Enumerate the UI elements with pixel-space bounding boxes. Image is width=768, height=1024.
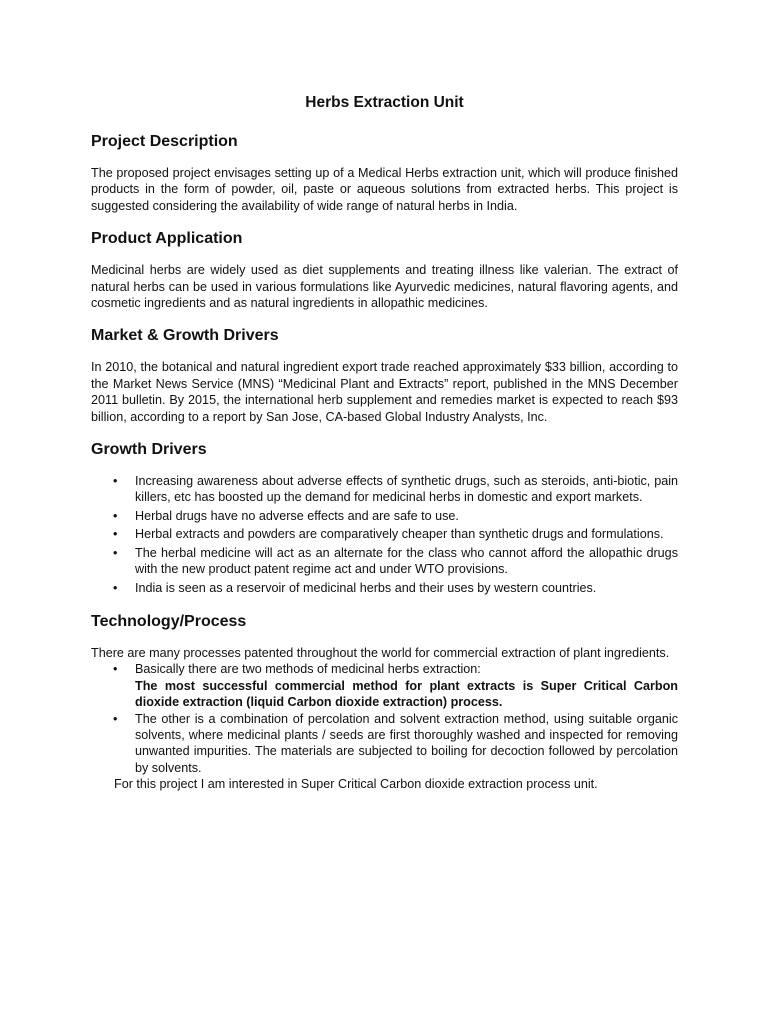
bullet-icon: •: [113, 711, 118, 726]
bullet-icon: •: [113, 474, 118, 489]
product-application-text: Medicinal herbs are widely used as diet supplements and treating illness like valerian. The extract of natural herbs can be used in various formulations like Ayurvedic medicines, natural flavoring agents, and cosmetic ingredients and as natural ingredients in allopathic medicines.: [91, 263, 678, 311]
list-item: [113, 580, 678, 596]
bullet-icon: •: [113, 662, 118, 677]
bullet-icon: •: [113, 545, 118, 560]
project-description-text: The proposed project envisages setting up of a Medical Herbs extraction unit, which will produce finished products in the form of powder, oil, paste or aqueous solutions from extracted herbs. This project is suggested considering the availability of wide range of natural herbs in India.: [91, 166, 678, 213]
bullet-icon: •: [113, 527, 118, 542]
list-item: [113, 526, 678, 542]
list-item-text: The herbal medicine will act as an alternate for the class who cannot afford the allopathic drugs with the new product patent regime act and under WTO provisions.: [135, 545, 678, 577]
project-description-heading: Project Description: [91, 133, 238, 150]
product-application-heading: Product Application: [91, 230, 243, 248]
list-item-text: India is seen as a reservoir of medicinal herbs and their uses by western countries.: [135, 580, 597, 595]
list-item-text: Herbal extracts and powders are comparatively cheaper than synthetic drugs and formulations.: [135, 527, 664, 542]
growth-drivers-list: [91, 473, 678, 596]
list-item: [113, 661, 678, 710]
method-highlight-text: The most successful commercial method for plant extracts is Super Critical Carbon dioxide extraction (liquid Carbon dioxide extraction) process.: [135, 678, 678, 710]
list-item: [113, 711, 678, 777]
technology-process-heading: Technology/Process: [91, 612, 247, 630]
bullet-icon: •: [113, 580, 118, 595]
list-item-text: Increasing awareness about adverse effects of synthetic drugs, such as steroids, anti-biotic, pain killers, etc has boosted up the demand for medicinal herbs in domestic and export markets.: [135, 474, 678, 505]
closing-statement: For this project I am interested in Super Critical Carbon dioxide extraction process unit.: [114, 777, 598, 792]
growth-drivers-heading: Growth Drivers: [91, 441, 207, 459]
list-item-text: Herbal drugs have no adverse effects and are safe to use.: [135, 508, 459, 523]
bullet-icon: •: [113, 508, 118, 523]
market-growth-text: In 2010, the botanical and natural ingredient export trade reached approximately $33 billion, according to the Market News Service (MNS) “Medicinal Plant and Extracts” report, published in the MNS December 2011 bulletin. By 2015, the international herb supplement and remedies market is expected to reach $93 billion, according to a report by San Jose, CA-based Global Industry Analysts, Inc.: [91, 360, 678, 424]
list-item: [113, 473, 678, 506]
list-item: [113, 545, 678, 578]
market-growth-heading: Market & Growth Drivers: [91, 327, 279, 345]
list-item-text: Basically there are two methods of medicinal herbs extraction:: [135, 662, 481, 677]
list-item-text: The other is a combination of percolation and solvent extraction method, using suitable organic solvents, where medicinal plants / seeds are first thoroughly washed and inspected for removing unwanted impurities. The materials are subjected to boiling for decoction followed by percolation by solvents.: [135, 711, 678, 775]
list-item: [113, 508, 678, 524]
document-title: Herbs Extraction Unit: [305, 94, 464, 111]
technology-methods-list: [91, 661, 678, 776]
technology-intro-text: There are many processes patented throughout the world for commercial extraction of plant ingredients.: [91, 645, 670, 660]
